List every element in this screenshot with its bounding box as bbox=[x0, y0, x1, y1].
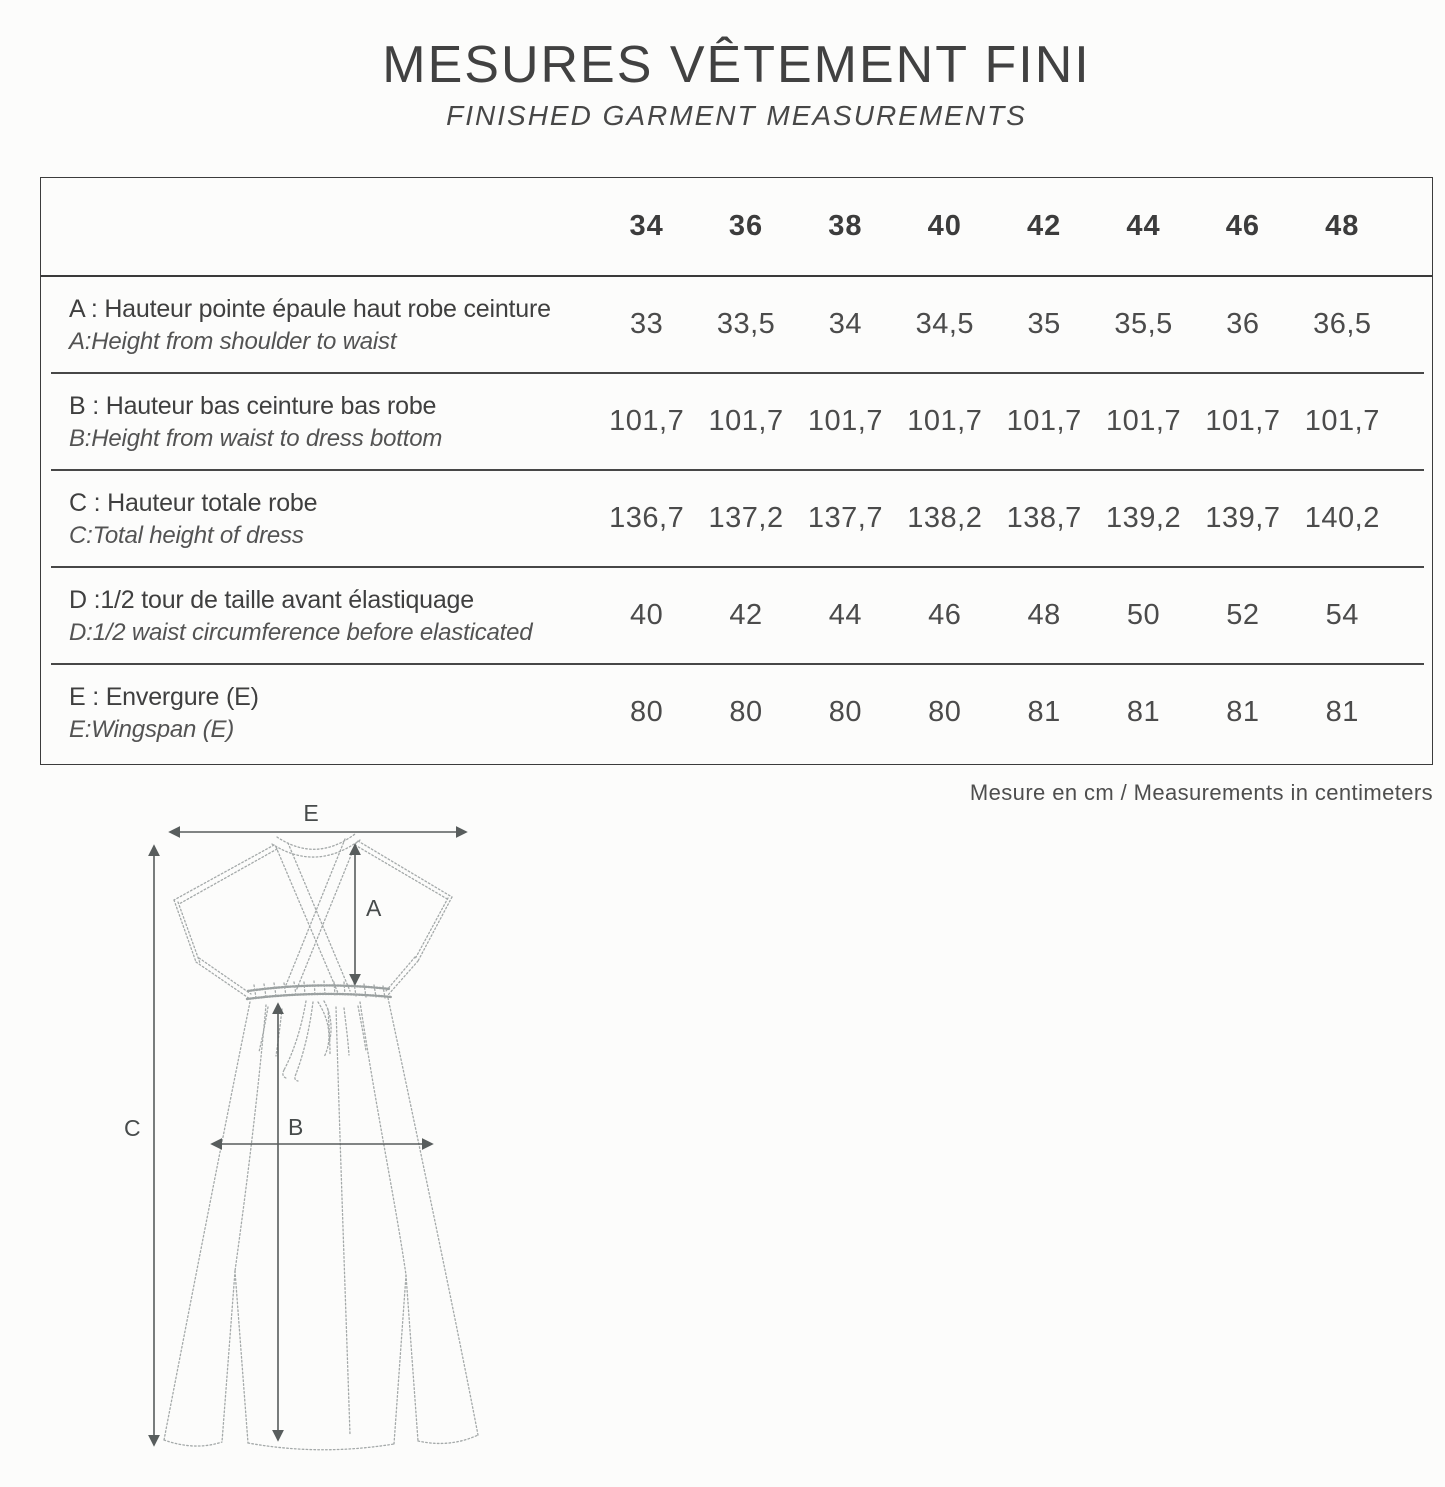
measurement-value: 35 bbox=[1027, 308, 1061, 340]
measurement-value: 48 bbox=[1027, 599, 1061, 631]
measurement-value: 101,7 bbox=[1006, 405, 1082, 437]
measurement-value: 40 bbox=[630, 599, 664, 631]
dress-schematic bbox=[100, 795, 520, 1475]
measurement-value: 81 bbox=[1027, 696, 1061, 728]
measurement-value: 80 bbox=[630, 696, 664, 728]
unit-note: Mesure en cm / Measurements in centimeters bbox=[969, 780, 1433, 805]
measurements-table bbox=[40, 177, 1433, 765]
dim-label-a: A bbox=[366, 895, 382, 921]
measurement-row-d bbox=[41, 568, 1432, 663]
measurement-value: 138,7 bbox=[1006, 502, 1082, 534]
row-label bbox=[41, 680, 597, 746]
measurement-value: 42 bbox=[729, 599, 763, 631]
measurement-value: 34 bbox=[828, 308, 863, 340]
measurement-row-c bbox=[41, 471, 1432, 566]
measurement-value: 140,2 bbox=[1304, 502, 1380, 534]
row-label bbox=[41, 292, 597, 358]
dim-label-c: C bbox=[124, 1115, 141, 1141]
dim-label-e: E bbox=[303, 800, 319, 826]
measurement-value: 80 bbox=[928, 696, 962, 728]
measurement-value: 54 bbox=[1325, 599, 1359, 631]
row-label-fr: C : Hauteur totale robe bbox=[69, 488, 318, 517]
page-subtitle: FINISHED GARMENT MEASUREMENTS bbox=[446, 99, 1027, 131]
size-header: 46 bbox=[1225, 210, 1261, 242]
measurement-value: 81 bbox=[1126, 696, 1161, 728]
measurement-value: 80 bbox=[729, 696, 763, 728]
dim-labels bbox=[124, 800, 382, 1141]
measurement-value: 138,2 bbox=[907, 502, 983, 534]
measurement-value: 136,7 bbox=[609, 502, 685, 534]
measurement-value: 80 bbox=[828, 696, 863, 728]
measurement-value: 81 bbox=[1226, 696, 1260, 728]
measurement-value: 101,7 bbox=[1106, 405, 1182, 437]
row-label bbox=[41, 583, 597, 649]
size-header: 42 bbox=[1027, 210, 1062, 242]
measurement-value: 36,5 bbox=[1313, 308, 1372, 340]
row-label-en: C:Total height of dress bbox=[69, 521, 304, 549]
size-header: 38 bbox=[828, 210, 863, 242]
row-label-fr: B : Hauteur bas ceinture bas robe bbox=[69, 391, 437, 420]
measurement-value: 101,7 bbox=[1304, 405, 1380, 437]
measurement-value: 34,5 bbox=[915, 308, 975, 340]
row-label-en: D:1/2 waist circumference before elasticated bbox=[69, 618, 533, 646]
size-header: 44 bbox=[1126, 210, 1161, 242]
measurement-value: 139,2 bbox=[1106, 502, 1182, 534]
row-label-fr: A : Hauteur pointe épaule haut robe ceinture bbox=[69, 294, 551, 323]
row-label bbox=[41, 486, 597, 552]
page-title: MESURES VÊTEMENT FINI bbox=[382, 36, 1091, 94]
measurement-value: 81 bbox=[1325, 696, 1359, 728]
row-label-fr: E : Envergure (E) bbox=[69, 682, 259, 711]
measurement-value: 52 bbox=[1226, 599, 1260, 631]
measurement-value: 46 bbox=[928, 599, 962, 631]
measurement-value: 36 bbox=[1226, 308, 1260, 340]
measurement-value: 137,2 bbox=[708, 502, 784, 534]
measurement-row-a bbox=[41, 277, 1432, 372]
measurement-row-b bbox=[41, 374, 1432, 469]
measurement-arrows bbox=[154, 832, 466, 1445]
size-header-row bbox=[41, 178, 1432, 277]
measurement-value: 101,7 bbox=[609, 405, 685, 437]
measurement-value: 101,7 bbox=[907, 405, 983, 437]
dim-label-b: B bbox=[288, 1114, 304, 1140]
measurement-value: 44 bbox=[828, 599, 863, 631]
row-label-fr: D :1/2 tour de taille avant élastiquage bbox=[69, 585, 474, 614]
row-label-en: B:Height from waist to dress bottom bbox=[69, 424, 443, 452]
measurement-value: 35,5 bbox=[1114, 308, 1173, 340]
measurement-value: 137,7 bbox=[807, 502, 883, 534]
dress-outline-sketch bbox=[164, 834, 478, 1450]
header bbox=[40, 36, 1433, 132]
measurement-value: 33 bbox=[630, 308, 664, 340]
measurement-row-e bbox=[41, 665, 1432, 760]
measurement-value: 101,7 bbox=[1205, 405, 1281, 437]
measurement-value: 50 bbox=[1126, 599, 1161, 631]
measurement-value: 101,7 bbox=[708, 405, 784, 437]
measurement-value: 101,7 bbox=[807, 405, 883, 437]
measurement-value: 139,7 bbox=[1205, 502, 1281, 534]
size-header: 48 bbox=[1325, 210, 1360, 242]
size-header: 34 bbox=[629, 210, 664, 242]
row-label-en: E:Wingspan (E) bbox=[69, 715, 235, 743]
row-label-en: A:Height from shoulder to waist bbox=[69, 327, 397, 355]
size-header: 36 bbox=[728, 210, 764, 242]
row-label bbox=[41, 389, 597, 455]
measurement-value: 33,5 bbox=[716, 308, 776, 340]
size-header: 40 bbox=[927, 210, 962, 242]
